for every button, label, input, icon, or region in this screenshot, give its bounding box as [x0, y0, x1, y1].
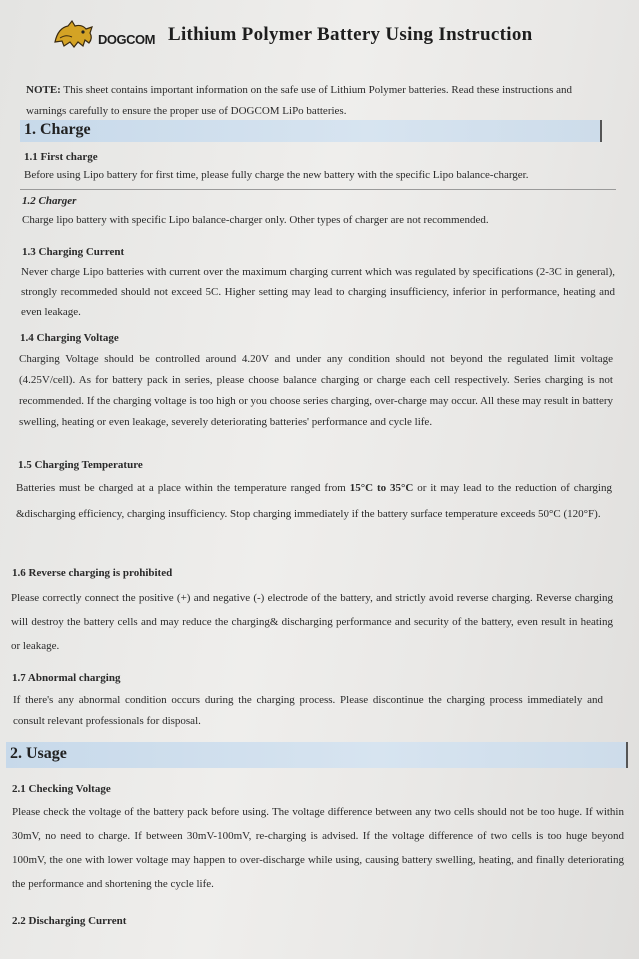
- subheading-charging-current: 1.3 Charging Current: [22, 246, 125, 258]
- note-label: NOTE:: [26, 84, 61, 96]
- subheading-charging-temperature: 1.5 Charging Temperature: [18, 459, 143, 471]
- text-charging-voltage: Charging Voltage should be controlled around 4.20V and under any condition should not beyond the regulated limit voltage (4.25V/cell). As for battery pack in series, please choose balance charging or charge each cell respectively. Series charging is not recommended. If the charging voltage is too high or you choose series charging, over-charge may occur. All these may result in battery swelling, heating or even leakage, severely deteriorating batteries' performance and cycle life.: [19, 353, 613, 428]
- text-checking-voltage: Please check the voltage of the battery pack before using. The voltage difference between any two cells should not be too huge. If within 30mV, no need to charge. If between 30mV-100mV, re-charging is advised. If the voltage difference of two cells is too huge beyond 100mV, the one with lower voltage may happen to over-discharge while using, causing battery swelling, heating, and finally deteriorating the performance and shortening the cycle life.: [12, 806, 624, 890]
- subheading-reverse-charging: 1.6 Reverse charging is prohibited: [12, 567, 173, 579]
- temp-to: to: [373, 482, 391, 494]
- text-charging-temperature: [16, 475, 612, 527]
- section-title-usage: 2. Usage: [10, 745, 67, 762]
- brand-name: DOGCOM: [98, 32, 155, 47]
- note-text: This sheet contains important information on the safe use of Lithium Polymer batteries. Read these instructions and warnings carefully to ensure the proper use of DOGCOM LiPo batteries.: [26, 84, 573, 117]
- text-abnormal-charging: If there's any abnormal condition occurs during the charging process. Please discontinue the charging process immediately and consult relevant professionals for disposal.: [13, 694, 603, 727]
- subheading-checking-voltage: 2.1 Checking Voltage: [12, 783, 111, 795]
- divider: [20, 189, 616, 190]
- sheet-header: [52, 14, 612, 58]
- subheading-charger: 1.2 Charger: [22, 195, 77, 207]
- text-first-charge: Before using Lipo battery for first time, please fully charge the new battery with the specific Lipo balance-charger.: [24, 169, 529, 181]
- section-title-charge: 1. Charge: [24, 121, 91, 138]
- temp-text-a: Batteries must be charged at a place within the temperature ranged from: [16, 482, 350, 494]
- section-heading-charge: [20, 120, 602, 142]
- subheading-charging-voltage: 1.4 Charging Voltage: [20, 332, 119, 344]
- subheading-discharging-current: 2.2 Discharging Current: [12, 915, 127, 927]
- page-title: Lithium Polymer Battery Using Instruction: [168, 24, 533, 45]
- subheading-abnormal-charging: 1.7 Abnormal charging: [12, 672, 121, 684]
- text-charging-current: Never charge Lipo batteries with current over the maximum charging current which was regulated by specifications (2-3C in general), strongly recommeded should not exceed 5C. Higher setting may lead to charging insufficiency, inferior in performance, heating and even leakage.: [21, 266, 615, 318]
- note-paragraph: [26, 80, 606, 122]
- subheading-first-charge: 1.1 First charge: [24, 151, 98, 163]
- temp-low: 15°C: [349, 482, 374, 494]
- section-heading-usage: [6, 742, 628, 768]
- temp-high: 35°C: [390, 482, 414, 494]
- text-charger: Charge lipo battery with specific Lipo balance-charger only. Other types of charger are not recommended.: [22, 214, 489, 226]
- dog-logo-icon: [52, 18, 96, 50]
- temp-text-b: or it may lead to the reduction of charging &discharging efficiency, charging insufficiency. Stop charging immediately if the battery surface temperature exceeds 50°C (120°F).: [16, 482, 612, 520]
- text-reverse-charging: Please correctly connect the positive (+) and negative (-) electrode of the battery, and strictly avoid reverse charging. Reverse charging will destroy the battery cells and may reduce the charging& discharging performance and security of the battery, even result in heating or leakage.: [11, 592, 613, 652]
